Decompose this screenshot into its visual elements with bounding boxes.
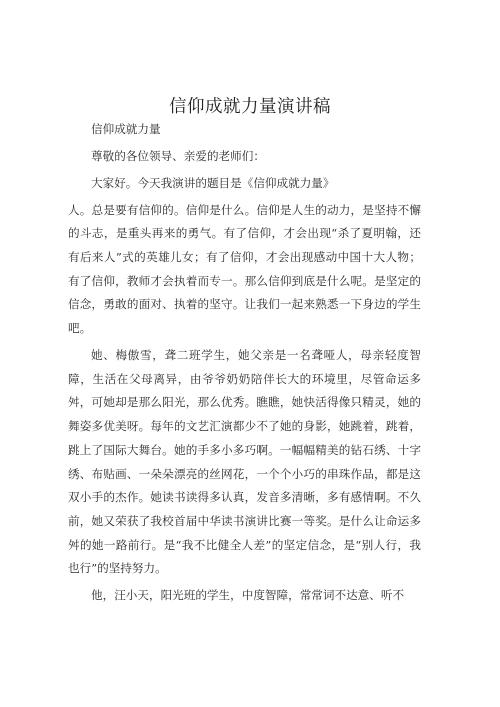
paragraph-subtitle: 信仰成就力量 (91, 122, 161, 136)
document-body (68, 118, 421, 611)
paragraph-faith: 人。总是要有信仰的。信仰是什么。信仰是人生的动力，是坚持不懈的斗志，是重头再来的勇气。有了信仰，才会出现“杀了夏明翰，还有后来人”式的英雄儿女；有了信仰，才会出现感动中国十大人物；有了信仰，教师才会执着而专一。那么信仰到底是什么呢。是坚定的信念，勇敢的面对、执着的坚守。让我们一起来熟悉一下身边的学生吧。 (68, 202, 421, 336)
paragraph-wang-xiaotian: 他，汪小天，阳光班的学生，中度智障，常常词不达意、听不 (91, 588, 405, 603)
document-title: 信仰成就力量演讲稿 (169, 97, 331, 117)
paragraph-greeting: 大家好。今天我演讲的题目是《信仰成就力量》 (91, 175, 335, 190)
paragraph-salutation: 尊敬的各位领导、亲爱的老师们： (91, 148, 265, 163)
paragraph-mei-aoxue: 她、梅傲雪，聋二班学生，她父亲是一名聋哑人，母亲轻度智障，生活在父母离异，由爷爷奶奶陪伴长大的环境里，尽管命运多舛，可她却是那么阳光，那么优秀。瞧瞧，她快活得像只精灵，她的舞姿多优美呀。每年的文艺汇演都少不了她的身影，她跳着，跳着，跳上了国际大舞台。她的手多小多巧啊。一幅幅精美的钻石绣、十字绣、布贴画、一朵朵漂亮的丝网花，一个个小巧的串珠作品，都是这双小手的杰作。她读书读得多认真，发音多清晰，多有感情啊。不久前，她又荣获了我校首届中华读书演讲比赛一等奖。是什么让命运多舛的她一路前行。是“我不比健全人差”的坚定信念，是“别人行，我也行”的坚持努力。 (68, 348, 421, 576)
